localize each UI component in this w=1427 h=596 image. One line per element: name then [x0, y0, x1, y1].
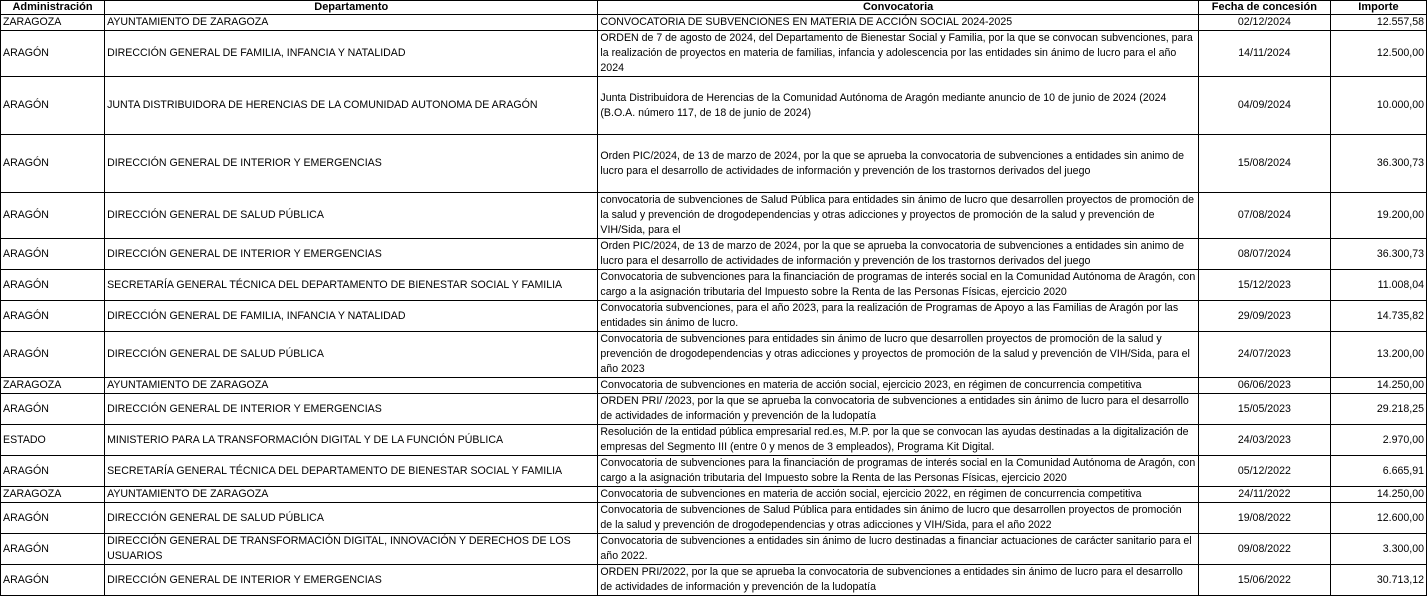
- table-row: [1, 565, 1427, 596]
- cell-importe: 14.250,00: [1330, 487, 1426, 503]
- table-row: [1, 77, 1427, 135]
- cell-administracion: ARAGÓN: [1, 77, 105, 135]
- cell-fecha: 15/08/2024: [1198, 135, 1330, 193]
- cell-fecha: 14/11/2024: [1198, 31, 1330, 77]
- cell-departamento: DIRECCIÓN GENERAL DE INTERIOR Y EMERGENCIAS: [105, 565, 598, 596]
- cell-administracion: ARAGÓN: [1, 193, 105, 239]
- cell-importe: 11.008,04: [1330, 270, 1426, 301]
- cell-fecha: 08/07/2024: [1198, 239, 1330, 270]
- cell-importe: 19.200,00: [1330, 193, 1426, 239]
- cell-departamento: AYUNTAMIENTO DE ZARAGOZA: [105, 487, 598, 503]
- table-row: [1, 534, 1427, 565]
- cell-convocatoria: ORDEN PRI/2022, por la que se aprueba la convocatoria de subvenciones a entidades sin ánimo de lucro para el desarrollo de actividades de información y prevención de la ludopatía: [598, 565, 1198, 596]
- cell-departamento: DIRECCIÓN GENERAL DE FAMILIA, INFANCIA Y NATALIDAD: [105, 31, 598, 77]
- header-importe: Importe: [1330, 1, 1426, 15]
- cell-importe: 10.000,00: [1330, 77, 1426, 135]
- table-row: [1, 15, 1427, 31]
- cell-importe: 36.300,73: [1330, 135, 1426, 193]
- cell-convocatoria: Convocatoria de subvenciones a entidades sin ánimo de lucro destinadas a financiar actuaciones de carácter sanitario para el año 2022.: [598, 534, 1198, 565]
- cell-fecha: 24/03/2023: [1198, 425, 1330, 456]
- cell-departamento: AYUNTAMIENTO DE ZARAGOZA: [105, 378, 598, 394]
- cell-importe: 14.735,82: [1330, 301, 1426, 332]
- cell-fecha: 09/08/2022: [1198, 534, 1330, 565]
- cell-convocatoria: Convocatoria de subvenciones para la financiación de programas de interés social en la Comunidad Autónoma de Aragón, con cargo a la asignación tributaria del Impuesto sobre la Renta de las Personas Físicas, ejercicio 2020: [598, 270, 1198, 301]
- cell-administracion: ARAGÓN: [1, 503, 105, 534]
- header-row: [1, 1, 1427, 15]
- cell-convocatoria: Resolución de la entidad pública empresarial red.es, M.P. por la que se convocan las ayudas destinadas a la digitalización de empresas del Segmento III (entre 0 y menos de 3 empleados), Programa Kit Digital.: [598, 425, 1198, 456]
- cell-importe: 12.557,58: [1330, 15, 1426, 31]
- cell-convocatoria: convocatoria de subvenciones de Salud Pública para entidades sin ánimo de lucro que desarrollen proyectos de promoción de la salud y prevención de drogodependencias y otras adicciones y proyectos de promoción de la salud y prevención de VIH/Sida, para el: [598, 193, 1198, 239]
- cell-administracion: ZARAGOZA: [1, 378, 105, 394]
- cell-fecha: 02/12/2024: [1198, 15, 1330, 31]
- cell-importe: 12.500,00: [1330, 31, 1426, 77]
- cell-convocatoria: ORDEN de 7 de agosto de 2024, del Departamento de Bienestar Social y Familia, por la que se convocan subvenciones, para la realización de proyectos en materia de familias, infancia y adolescencia por las entidades sin ánimo de lucro para el año 2024: [598, 31, 1198, 77]
- cell-fecha: 15/12/2023: [1198, 270, 1330, 301]
- table-row: [1, 270, 1427, 301]
- cell-departamento: DIRECCIÓN GENERAL DE SALUD PÚBLICA: [105, 503, 598, 534]
- table-row: [1, 425, 1427, 456]
- table-row: [1, 135, 1427, 193]
- table-row: [1, 456, 1427, 487]
- cell-departamento: DIRECCIÓN GENERAL DE SALUD PÚBLICA: [105, 332, 598, 378]
- cell-convocatoria: Convocatoria de subvenciones en materia de acción social, ejercicio 2023, en régimen de concurrencia competitiva: [598, 378, 1198, 394]
- cell-convocatoria: Convocatoria de subvenciones en materia de acción social, ejercicio 2022, en régimen de concurrencia competitiva: [598, 487, 1198, 503]
- table-row: [1, 31, 1427, 77]
- table-row: [1, 394, 1427, 425]
- cell-fecha: 24/11/2022: [1198, 487, 1330, 503]
- cell-importe: 2.970,00: [1330, 425, 1426, 456]
- table-row: [1, 301, 1427, 332]
- cell-convocatoria: Orden PIC/2024, de 13 de marzo de 2024, por la que se aprueba la convocatoria de subvenciones a entidades sin animo de lucro para el desarrollo de actividades de información y prevención de los trastornos derivados del juego: [598, 239, 1198, 270]
- cell-administracion: ZARAGOZA: [1, 487, 105, 503]
- cell-departamento: SECRETARÍA GENERAL TÉCNICA DEL DEPARTAMENTO DE BIENESTAR SOCIAL Y FAMILIA: [105, 270, 598, 301]
- table-body: [1, 15, 1427, 596]
- cell-convocatoria: Convocatoria de subvenciones para la financiación de programas de interés social en la Comunidad Autónoma de Aragón, con cargo a la asignación tributaria del Impuesto sobre la Renta de las Personas Físicas, ejercicio 2020: [598, 456, 1198, 487]
- cell-importe: 14.250,00: [1330, 378, 1426, 394]
- header-departamento: Departamento: [105, 1, 598, 15]
- cell-departamento: DIRECCIÓN GENERAL DE INTERIOR Y EMERGENCIAS: [105, 394, 598, 425]
- cell-administracion: ARAGÓN: [1, 534, 105, 565]
- cell-departamento: AYUNTAMIENTO DE ZARAGOZA: [105, 15, 598, 31]
- cell-fecha: 24/07/2023: [1198, 332, 1330, 378]
- cell-departamento: MINISTERIO PARA LA TRANSFORMACIÓN DIGITAL Y DE LA FUNCIÓN PÚBLICA: [105, 425, 598, 456]
- cell-importe: 30.713,12: [1330, 565, 1426, 596]
- cell-departamento: DIRECCIÓN GENERAL DE FAMILIA, INFANCIA Y NATALIDAD: [105, 301, 598, 332]
- cell-departamento: DIRECCIÓN GENERAL DE SALUD PÚBLICA: [105, 193, 598, 239]
- cell-departamento: SECRETARÍA GENERAL TÉCNICA DEL DEPARTAMENTO DE BIENESTAR SOCIAL Y FAMILIA: [105, 456, 598, 487]
- cell-departamento: DIRECCIÓN GENERAL DE INTERIOR Y EMERGENCIAS: [105, 135, 598, 193]
- cell-administracion: ARAGÓN: [1, 135, 105, 193]
- cell-administracion: ARAGÓN: [1, 239, 105, 270]
- table-row: [1, 193, 1427, 239]
- cell-administracion: ARAGÓN: [1, 270, 105, 301]
- cell-fecha: 05/12/2022: [1198, 456, 1330, 487]
- table-row: [1, 378, 1427, 394]
- cell-importe: 29.218,25: [1330, 394, 1426, 425]
- cell-administracion: ESTADO: [1, 425, 105, 456]
- header-administracion: Administración: [1, 1, 105, 15]
- cell-fecha: 15/06/2022: [1198, 565, 1330, 596]
- cell-administracion: ARAGÓN: [1, 565, 105, 596]
- cell-convocatoria: CONVOCATORIA DE SUBVENCIONES EN MATERIA DE ACCIÓN SOCIAL 2024-2025: [598, 15, 1198, 31]
- cell-fecha: 29/09/2023: [1198, 301, 1330, 332]
- cell-convocatoria: ORDEN PRI/ /2023, por la que se aprueba la convocatoria de subvenciones a entidades sin ánimo de lucro para el desarrollo de actividades de información y prevención de la ludopatía: [598, 394, 1198, 425]
- cell-convocatoria: Convocatoria de subvenciones para entidades sin ánimo de lucro que desarrollen proyectos de promoción de la salud y prevención de drogodependencias y otras adicciones y proyectos de promoción de la salud y prevención de VIH/Sida, para el año 2023: [598, 332, 1198, 378]
- cell-importe: 36.300,73: [1330, 239, 1426, 270]
- cell-convocatoria: Convocatoria subvenciones, para el año 2023, para la realización de Programas de Apoyo a las Familias de Aragón por las entidades sin ánimo de lucro.: [598, 301, 1198, 332]
- cell-importe: 12.600,00: [1330, 503, 1426, 534]
- cell-departamento: DIRECCIÓN GENERAL DE INTERIOR Y EMERGENCIAS: [105, 239, 598, 270]
- header-convocatoria: Convocatoria: [598, 1, 1198, 15]
- cell-importe: 6.665,91: [1330, 456, 1426, 487]
- cell-convocatoria: Orden PIC/2024, de 13 de marzo de 2024, por la que se aprueba la convocatoria de subvenciones a entidades sin animo de lucro para el desarrollo de actividades de información y prevención de los trastornos derivados del juego: [598, 135, 1198, 193]
- header-fecha: Fecha de concesión: [1198, 1, 1330, 15]
- cell-fecha: 19/08/2022: [1198, 503, 1330, 534]
- table-row: [1, 503, 1427, 534]
- cell-administracion: ARAGÓN: [1, 456, 105, 487]
- cell-fecha: 07/08/2024: [1198, 193, 1330, 239]
- table-row: [1, 487, 1427, 503]
- cell-departamento: DIRECCIÓN GENERAL DE TRANSFORMACIÓN DIGITAL, INNOVACIÓN Y DERECHOS DE LOS USUARIOS: [105, 534, 598, 565]
- cell-departamento: JUNTA DISTRIBUIDORA DE HERENCIAS DE LA COMUNIDAD AUTONOMA DE ARAGÓN: [105, 77, 598, 135]
- cell-administracion: ARAGÓN: [1, 394, 105, 425]
- cell-fecha: 15/05/2023: [1198, 394, 1330, 425]
- table-row: [1, 332, 1427, 378]
- cell-fecha: 06/06/2023: [1198, 378, 1330, 394]
- table-row: [1, 239, 1427, 270]
- cell-convocatoria: Convocatoria de subvenciones de Salud Pública para entidades sin ánimo de lucro que desarrollen proyectos de promoción de la salud y prevención de drogodependencias y otras adicciones y VIH/Sida, para el año 2022: [598, 503, 1198, 534]
- cell-convocatoria: Junta Distribuidora de Herencias de la Comunidad Autónoma de Aragón mediante anuncio de 10 de junio de 2024 (2024 (B.O.A. número 117, de 18 de junio de 2024): [598, 77, 1198, 135]
- cell-importe: 3.300,00: [1330, 534, 1426, 565]
- cell-administracion: ZARAGOZA: [1, 15, 105, 31]
- cell-fecha: 04/09/2024: [1198, 77, 1330, 135]
- cell-administracion: ARAGÓN: [1, 332, 105, 378]
- cell-administracion: ARAGÓN: [1, 301, 105, 332]
- cell-administracion: ARAGÓN: [1, 31, 105, 77]
- cell-importe: 13.200,00: [1330, 332, 1426, 378]
